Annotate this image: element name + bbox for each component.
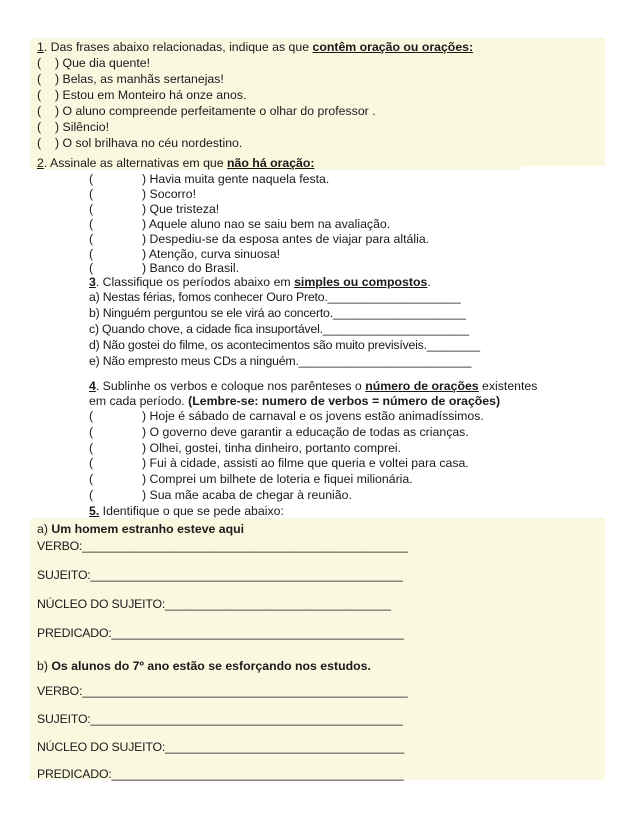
q5-number: 5. [89, 504, 100, 518]
q1-item: ( ) O sol brilhava no céu nordestino. [37, 136, 243, 150]
q5-a-sujeito-field: SUJEITO:_______________________________________________ [37, 568, 403, 582]
q2-number: 2 [37, 156, 44, 170]
q3-item: a) Nestas férias, fomos conhecer Ouro Preto.____________________ [89, 290, 461, 304]
q3-item: e) Não empresto meus CDs a ninguém.__________________________ [89, 354, 472, 368]
q3-number: 3 [89, 275, 96, 289]
q4-item: ( ) O governo deve garantir a educação de todas as crianças. [89, 425, 469, 439]
q2-item: ( ) Atenção, curva sinuosa! [89, 247, 281, 261]
q1-heading: 1. Das frases abaixo relacionadas, indique as que contêm oração ou orações: [37, 40, 474, 54]
q5-b-predicado-field: PREDICADO:____________________________________________ [37, 767, 404, 781]
q5-heading: 5. Identifique o que se pede abaixo: [89, 504, 284, 518]
q4-reminder: (Lembre-se: numero de verbos = número de orações) [188, 394, 501, 408]
q5-b-nucleo-field: NÚCLEO DO SUJEITO:____________________________________ [37, 740, 405, 754]
q1-item: ( ) O aluno compreende perfeitamente o olhar do professor . [37, 104, 376, 118]
q4-heading-line2: em cada período. (Lembre-se: numero de verbos = número de orações) [89, 394, 501, 408]
q5-b-sentence: b) Os alunos do 7º ano estão se esforçando nos estudos. [37, 659, 371, 673]
q3-item: b) Ninguém perguntou se ele virá ao concerto.____________________ [89, 306, 466, 320]
q3-item: c) Quando chove, a cidade fica insuportável.______________________ [89, 322, 469, 336]
q1-item: ( ) Belas, as manhãs sertanejas! [37, 72, 224, 86]
q4-heading: 4. Sublinhe os verbos e coloque nos parênteses o número de orações existentes [89, 379, 538, 393]
q5-b-sujeito-field: SUJEITO:_______________________________________________ [37, 712, 403, 726]
q4-item: ( ) Sua mãe acaba de chegar à reunião. [89, 488, 352, 502]
q3-item: d) Não gostei do filme, os acontecimentos são muito previsíveis.________ [89, 338, 480, 352]
q1-item: ( ) Silêncio! [37, 120, 109, 134]
q5-a-predicado-field: PREDICADO:____________________________________________ [37, 626, 404, 640]
q5-a-nucleo-field: NÚCLEO DO SUJEITO:__________________________________ [37, 597, 391, 611]
q4-item: ( ) Comprei um bilhete de loteria e fiquei milionária. [89, 472, 413, 486]
q1-item: ( ) Estou em Monteiro há onze anos. [37, 88, 247, 102]
q5-a-sentence: a) Um homem estranho esteve aqui [37, 522, 245, 536]
q2-item: ( ) Banco do Brasil. [89, 261, 240, 275]
q2-emphasis: não há oração: [227, 156, 315, 170]
q1-emphasis: contêm oração ou orações: [312, 40, 474, 54]
q2-item: ( ) Que tristeza! [89, 202, 220, 216]
q2-item: ( ) Aquele aluno nao se saiu bem na avaliação. [89, 217, 391, 231]
q2-heading: 2. Assinale as alternativas em que não há oração: [37, 156, 315, 170]
q4-number: 4 [89, 379, 96, 393]
q4-item: ( ) Fui à cidade, assisti ao filme que queria e voltei para casa. [89, 456, 469, 470]
q3-heading: 3. Classifique os períodos abaixo em simples ou compostos. [89, 275, 431, 289]
q4-item: ( ) Hoje é sábado de carnaval e os jovens estão animadíssimos. [89, 409, 484, 423]
q1-number: 1 [37, 40, 44, 54]
q5-a-verbo-field: VERBO:_________________________________________________ [37, 539, 408, 553]
q2-item: ( ) Despediu-se da esposa antes de viajar para altália. [89, 232, 430, 246]
q4-item: ( ) Olhei, gostei, tinha dinheiro, portanto comprei. [89, 441, 402, 455]
q5-b-verbo-field: VERBO:_________________________________________________ [37, 684, 408, 698]
q2-item: ( ) Socorro! [89, 187, 196, 201]
q1-item: ( ) Que dia quente! [37, 56, 151, 70]
q3-emphasis: simples ou compostos [294, 275, 428, 289]
q2-item: ( ) Havia muita gente naquela festa. [89, 172, 330, 186]
q4-emphasis: número de orações [365, 379, 479, 393]
